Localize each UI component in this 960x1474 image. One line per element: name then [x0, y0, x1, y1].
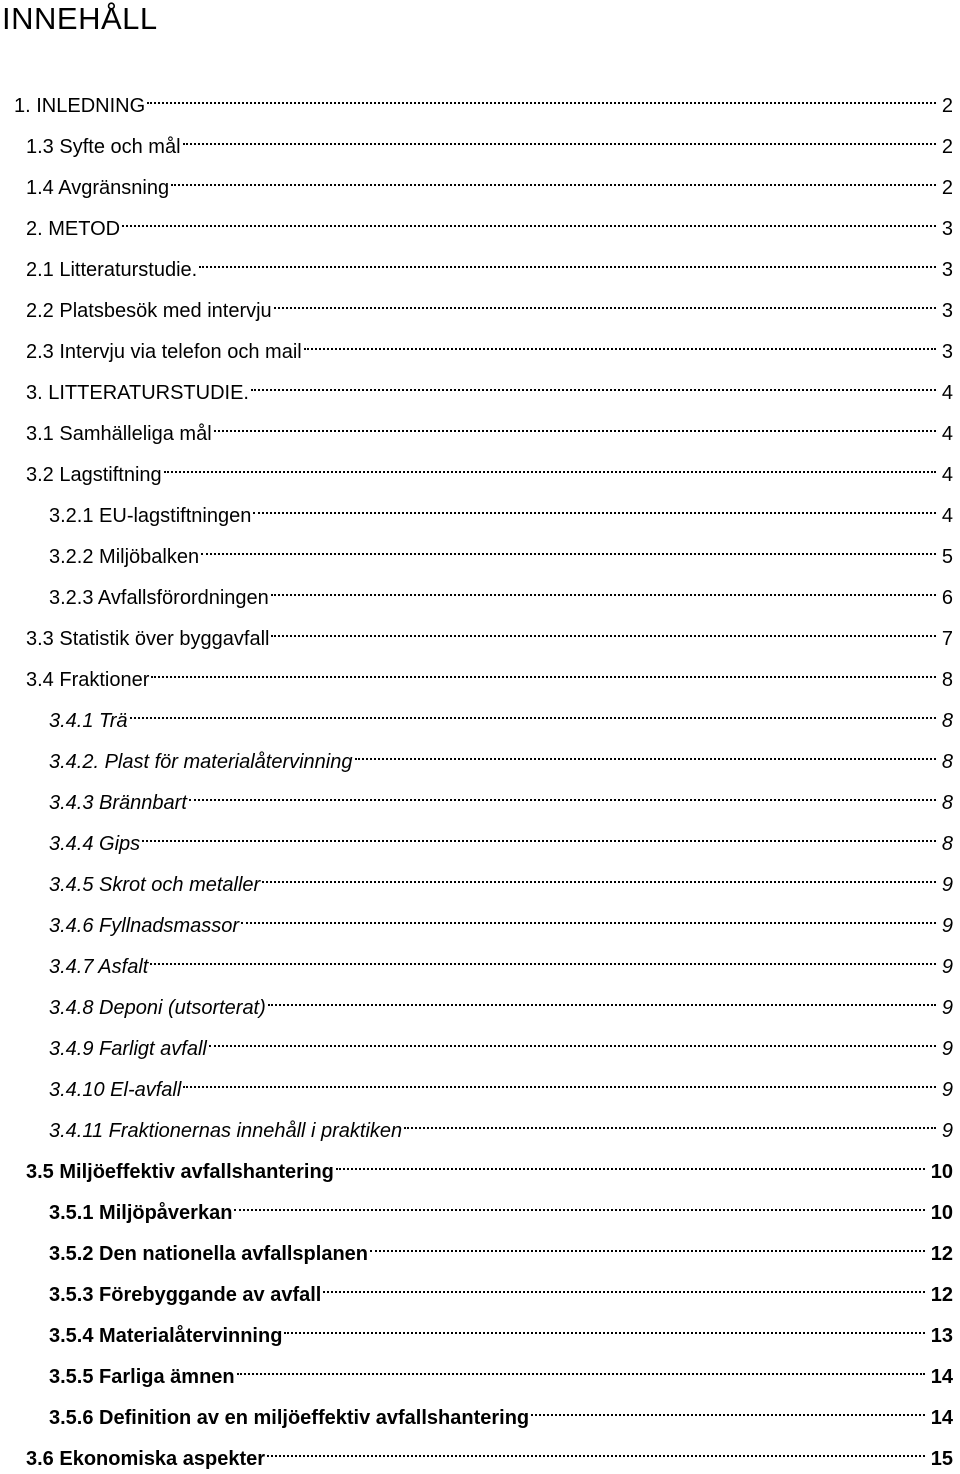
toc-entry[interactable]: [49, 1271, 953, 1306]
toc-entry-page: 10: [930, 1161, 953, 1183]
toc-entry-label: 2. METOD: [26, 218, 121, 240]
toc-entry-label: 3.5 Miljöeffektiv avfallshantering: [26, 1161, 334, 1183]
toc-entry-label: 3. LITTERATURSTUDIE.: [26, 382, 249, 404]
toc-entry[interactable]: [49, 1107, 953, 1142]
toc-entry[interactable]: [26, 123, 953, 158]
toc-entry-label: 3.2.3 Avfallsförordningen: [49, 587, 269, 609]
toc-entry-label: 3.2 Lagstiftning: [26, 464, 162, 486]
toc-entry[interactable]: [26, 656, 953, 691]
toc-dot-leader: [151, 656, 935, 686]
toc-dot-leader: [284, 1312, 924, 1342]
toc-entry-page: 14: [930, 1407, 953, 1429]
toc-dot-leader: [164, 451, 936, 481]
toc-entry-label: 3.4.3 Brännbart: [49, 792, 187, 814]
toc-entry-page: 9: [941, 1038, 953, 1060]
toc-dot-leader: [237, 1353, 925, 1383]
toc-entry[interactable]: [49, 533, 953, 568]
toc-entry-label: 3.5.2 Den nationella avfallsplanen: [49, 1243, 369, 1265]
toc-dot-leader: [183, 123, 936, 153]
toc-entry[interactable]: [49, 1353, 953, 1388]
toc-entry[interactable]: [49, 820, 953, 855]
toc-entry-label: 3.4.6 Fyllnadsmassor: [49, 915, 240, 937]
toc-dot-leader: [268, 984, 936, 1014]
toc-entry-label: 2.1 Litteraturstudie.: [26, 259, 198, 281]
toc-entry[interactable]: [14, 82, 953, 117]
toc-dot-leader: [336, 1148, 925, 1178]
toc-dot-leader: [370, 1230, 925, 1260]
toc-dot-leader: [323, 1271, 924, 1301]
toc-entry-label: 3.5.3 Förebyggande av avfall: [49, 1284, 322, 1306]
toc-entry-label: 3.2.2 Miljöbalken: [49, 546, 200, 568]
toc-entry[interactable]: [49, 779, 953, 814]
toc-entry-page: 2: [941, 136, 953, 158]
toc-entry-label: 3.4.8 Deponi (utsorterat): [49, 997, 266, 1019]
toc-dot-leader: [271, 574, 936, 604]
toc-entry[interactable]: [49, 574, 953, 609]
toc-dot-leader: [253, 492, 936, 522]
toc-entry-page: 3: [941, 218, 953, 240]
toc-entry-label: 1. INLEDNING: [14, 95, 146, 117]
toc-entry-page: 12: [930, 1243, 953, 1265]
toc-entry[interactable]: [49, 492, 953, 527]
toc-entry[interactable]: [49, 902, 953, 937]
toc-entry-label: 3.5.4 Materialåtervinning: [49, 1325, 283, 1347]
toc-entry[interactable]: [49, 1025, 953, 1060]
toc-entry-label: 3.6 Ekonomiska aspekter: [26, 1448, 266, 1470]
toc-dot-leader: [150, 943, 936, 973]
toc-entry-page: 8: [941, 669, 953, 691]
toc-entry-page: 3: [941, 300, 953, 322]
toc-entry[interactable]: [49, 697, 953, 732]
toc-entry-page: 13: [930, 1325, 953, 1347]
toc-entry[interactable]: [26, 205, 953, 240]
toc-entry-label: 3.2.1 EU-lagstiftningen: [49, 505, 252, 527]
toc-entry[interactable]: [26, 164, 953, 199]
toc-dot-leader: [251, 369, 936, 399]
toc-entry[interactable]: [49, 943, 953, 978]
toc-entry-page: 2: [941, 95, 953, 117]
page-title: INNEHÅLL: [2, 1, 158, 36]
toc-entry-page: 2: [941, 177, 953, 199]
toc-dot-leader: [355, 738, 936, 768]
toc-entry-page: 4: [941, 382, 953, 404]
toc-dot-leader: [199, 246, 936, 276]
toc-entry-page: 9: [941, 956, 953, 978]
toc-entry-label: 3.4.5 Skrot och metaller: [49, 874, 261, 896]
toc-entry-label: 3.3 Statistik över byggavfall: [26, 628, 270, 650]
toc-dot-leader: [142, 820, 936, 850]
toc-entry-label: 3.1 Samhälleliga mål: [26, 423, 212, 445]
toc-entry-label: 3.5.1 Miljöpåverkan: [49, 1202, 233, 1224]
toc-entry-page: 9: [941, 915, 953, 937]
toc-entry[interactable]: [26, 1435, 953, 1470]
toc-entry-label: 3.4.1 Trä: [49, 710, 128, 732]
toc-dot-leader: [234, 1189, 924, 1219]
toc-dot-leader: [214, 410, 936, 440]
toc-entry-page: 8: [941, 833, 953, 855]
toc-entry[interactable]: [49, 1230, 953, 1265]
toc-dot-leader: [183, 1066, 936, 1096]
toc-entry-label: 2.3 Intervju via telefon och mail: [26, 341, 302, 363]
toc-dot-leader: [171, 164, 936, 194]
toc-dot-leader: [147, 82, 936, 112]
toc-entry[interactable]: [49, 738, 953, 773]
toc-entry[interactable]: [26, 410, 953, 445]
toc-entry-page: 8: [941, 751, 953, 773]
toc-entry-label: 1.3 Syfte och mål: [26, 136, 181, 158]
toc-entry-label: 3.5.5 Farliga ämnen: [49, 1366, 235, 1388]
toc-dot-leader: [241, 902, 936, 932]
toc-entry[interactable]: [49, 1189, 953, 1224]
toc-dot-leader: [201, 533, 936, 563]
toc-entry[interactable]: [49, 861, 953, 896]
toc-entry[interactable]: [26, 328, 953, 363]
toc-entry-page: 5: [941, 546, 953, 568]
toc-entry-page: 10: [930, 1202, 953, 1224]
toc-dot-leader: [267, 1435, 925, 1465]
toc-entry-page: 14: [930, 1366, 953, 1388]
toc-entry-page: 4: [941, 505, 953, 527]
toc-dot-leader: [209, 1025, 936, 1055]
toc-dot-leader: [274, 287, 936, 317]
toc-entry-page: 8: [941, 710, 953, 732]
toc-entry[interactable]: [49, 1066, 953, 1101]
toc-entry[interactable]: [26, 1148, 953, 1183]
toc-entry-label: 3.4.7 Asfalt: [49, 956, 149, 978]
toc-dot-leader: [271, 615, 935, 645]
toc-entry-label: 3.4.10 El-avfall: [49, 1079, 182, 1101]
toc-entry-label: 3.4.9 Farligt avfall: [49, 1038, 207, 1060]
toc-entry[interactable]: [26, 287, 953, 322]
toc-entry-page: 4: [941, 464, 953, 486]
toc-entry-page: 9: [941, 1120, 953, 1142]
toc-entry-page: 9: [941, 997, 953, 1019]
toc-dot-leader: [130, 697, 936, 727]
toc-entry-page: 3: [941, 341, 953, 363]
toc-entry-page: 9: [941, 1079, 953, 1101]
toc-entry-label: 1.4 Avgränsning: [26, 177, 170, 199]
toc-dot-leader: [304, 328, 936, 358]
toc-dot-leader: [262, 861, 936, 891]
toc-entry-page: 7: [941, 628, 953, 650]
toc-entry-page: 3: [941, 259, 953, 281]
toc-entry[interactable]: [49, 1312, 953, 1347]
toc-entry[interactable]: [26, 451, 953, 486]
toc-entry-page: 15: [930, 1448, 953, 1470]
toc-entry-page: 9: [941, 874, 953, 896]
toc-entry[interactable]: [26, 369, 953, 404]
toc-entry-label: 2.2 Platsbesök med intervju: [26, 300, 272, 322]
toc-entry[interactable]: [49, 984, 953, 1019]
toc-entry-page: 8: [941, 792, 953, 814]
toc-entry-label: 3.4.2. Plast för materialåtervinning: [49, 751, 353, 773]
toc-entry[interactable]: [26, 615, 953, 650]
toc-entry[interactable]: [26, 246, 953, 281]
toc-entry-page: 6: [941, 587, 953, 609]
toc-dot-leader: [122, 205, 936, 235]
toc-dot-leader: [404, 1107, 936, 1137]
toc-entry[interactable]: [49, 1394, 953, 1429]
toc-entry-label: 3.5.6 Definition av en miljöeffektiv avfallshantering: [49, 1407, 530, 1429]
toc-entry-label: 3.4.11 Fraktionernas innehåll i praktiken: [49, 1120, 403, 1142]
toc-dot-leader: [531, 1394, 925, 1424]
toc-entry-label: 3.4.4 Gips: [49, 833, 141, 855]
toc-entry-label: 3.4 Fraktioner: [26, 669, 150, 691]
toc-entry-page: 4: [941, 423, 953, 445]
toc-dot-leader: [189, 779, 936, 809]
toc-entry-page: 12: [930, 1284, 953, 1306]
